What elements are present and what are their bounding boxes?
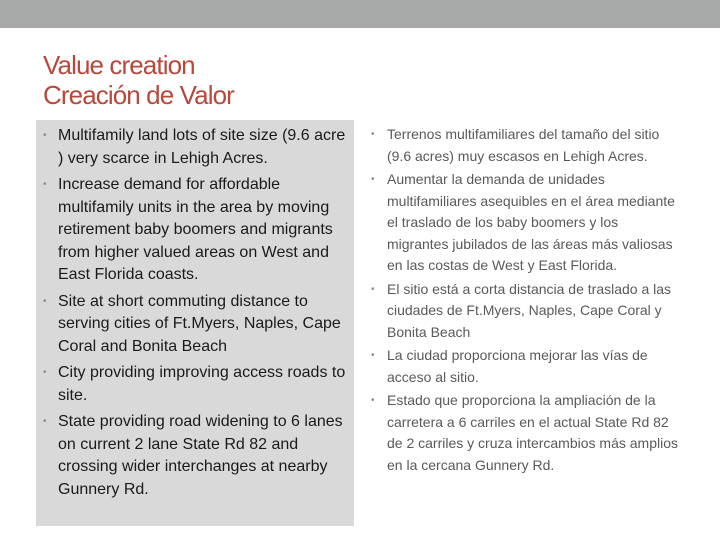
english-bullet-item [40, 362, 352, 407]
bullet-text: Aumentar la demanda de unidades multifamiliares asequibles en el área mediante el traslado de los baby boomers y los migrantes jubilados de las áreas más valiosas en las costas de West y East Florida. [387, 171, 675, 273]
title-english: Value creation [43, 50, 195, 80]
bullet-text: Terrenos multifamiliares del tamaño del sitio (9.6 acres) muy escasos en Lehigh Acres. [387, 126, 660, 164]
spanish-bullet-item [371, 345, 683, 388]
spanish-bullet-item [371, 390, 683, 476]
bullet-icon: • [43, 179, 47, 190]
bullet-text: Increase demand for affordable multifamily units in the area by moving retirement baby boomers and migrants from higher valued areas on West and East Florida coasts. [58, 176, 333, 283]
bullet-icon: • [371, 395, 375, 406]
english-bullet-item [40, 125, 352, 170]
bullet-text: El sitio está a corta distancia de traslado a las ciudades de Ft.Myers, Naples, Cape Coral y Bonita Beach [387, 280, 672, 340]
spanish-bullet-item [371, 279, 683, 344]
bullet-icon: • [371, 174, 375, 185]
bullet-icon: • [371, 129, 375, 140]
bullet-icon: • [43, 295, 47, 307]
bullet-text: City providing improving access roads to site. [58, 364, 346, 404]
bullet-text: La ciudad proporciona mejorar las vías de acceso al sitio. [387, 347, 648, 385]
english-bullet-item [40, 174, 352, 287]
english-bullet-item [40, 411, 352, 501]
slide-title [43, 50, 234, 110]
bullet-icon: • [371, 350, 375, 361]
english-bullet-item [40, 291, 352, 359]
top-bar [0, 0, 720, 28]
spanish-bullet-list [371, 124, 683, 478]
bullet-text: Estado que proporciona la ampliación de la carretera a 6 carriles en el actual State Rd 82 de 2 carriles y cruza intercambios más amplios en la cercana Gunnery Rd. [387, 392, 678, 473]
title-spanish: Creación de Valor [43, 80, 234, 110]
bullet-icon: • [43, 130, 47, 141]
bullet-text: Multifamily land lots of site size (9.6 acre ) very scarce in Lehigh Acres. [58, 127, 346, 167]
spanish-bullet-item [371, 169, 683, 277]
bullet-text: State providing road widening to 6 lanes on current 2 lane State Rd 82 and crossing wider interchanges at nearby Gunnery Rd. [58, 413, 343, 498]
bullet-icon: • [43, 416, 47, 427]
spanish-bullet-item [371, 124, 683, 167]
bullet-text: Site at short commuting distance to serving cities of Ft.Myers, Naples, Cape Coral and Bonita Beach [58, 292, 341, 355]
bullet-icon: • [371, 283, 375, 295]
english-bullet-list [40, 125, 352, 505]
bullet-icon: • [43, 367, 47, 378]
